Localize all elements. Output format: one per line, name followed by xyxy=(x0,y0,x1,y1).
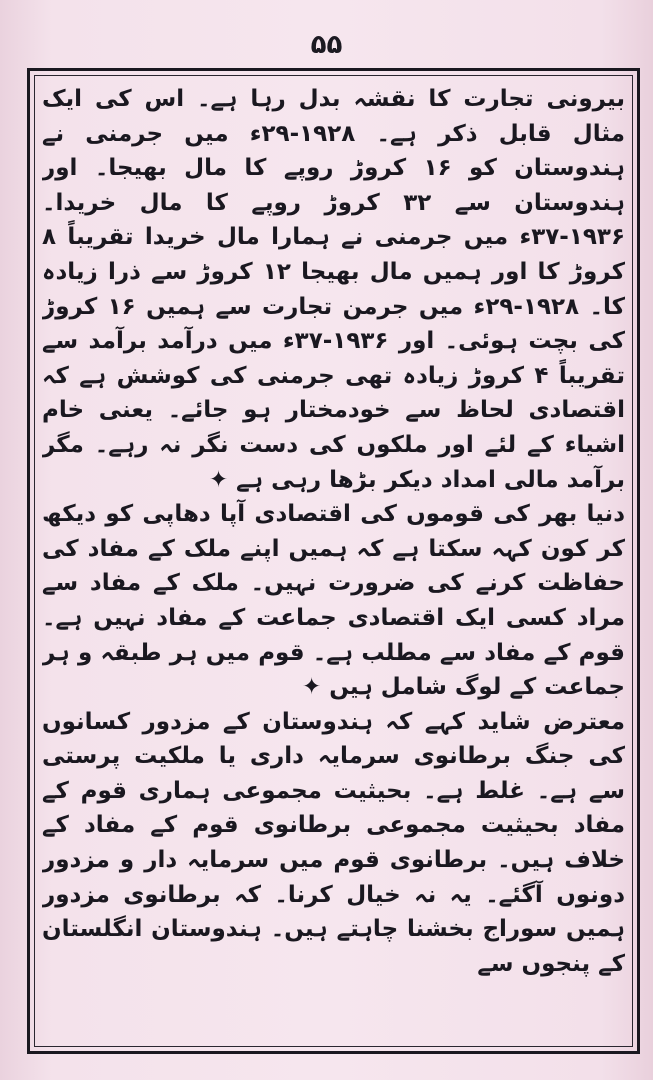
page-number: ۵۵ xyxy=(310,30,343,60)
paragraph-trade: بیرونی تجارت کا نقشہ بدل رہا ہے۔ اس کی ایک مثال قابل ذکر ہے۔ ۱۹۲۸-۲۹ء میں جرمنی نے ہندوستان کو ۱۶ کروڑ روپے کا مال بھیجا۔ اور ہندوستان سے ۳۲ کروڑ روپے کا مال خریدا۔ ۱۹۳۶-۳۷ء میں جرمنی نے ہمارا مال خریدا تقریباً ۸ کروڑ کا اور ہمیں مال بھیجا ۱۲ کروڑ سے ذرا زیادہ کا۔ ۱۹۲۸-۲۹ء میں جرمن تجارت سے ہمیں ۱۶ کروڑ کی بچت ہوئی۔ اور ۱۹۳۶-۳۷ء میں درآمد برآمد سے تقریباً ۴ کروڑ زیادہ تھی جرمنی کی کوشش ہے کہ اقتصادی لحاظ سے خودمختار ہو جائے۔ یعنی خام اشیاء کے لئے اور ملکوں کی دست نگر نہ رہے۔ مگر برآمد مالی امداد دیکر بڑھا رہی ہے ✦ xyxy=(42,86,625,493)
paragraph-national-interest: دنیا بھر کی قوموں کی اقتصادی آپا دھاپی کو دیکھ کر کون کہہ سکتا ہے کہ ہمیں اپنے ملک کے مفاد کی حفاظت کرنے کی ضرورت نہیں۔ ملک کے مفاد سے مراد کسی ایک اقتصادی جماعت کے مفاد نہیں ہے۔ قوم کے مفاد سے مطلب ہے۔ قوم میں ہر طبقہ و ہر جماعت کے لوگ شامل ہیں ✦ xyxy=(42,501,625,701)
urdu-text-body xyxy=(42,82,625,1042)
paragraph-objection: معترض شاید کہے کہ ہندوستان کے مزدور کسانوں کی جنگ برطانوی سرمایہ داری یا ملکیت پرستی سے ہے۔ غلط ہے۔ بحیثیت مجموعی ہماری قوم کے مفاد بحیثیت مجموعی برطانوی قوم کے مفاد کے خلاف ہیں۔ برطانوی قوم میں سرمایہ دار و مزدور دونوں آگئے۔ یہ نہ خیال کرنا۔ کہ برطانوی مزدور ہمیں سوراج بخشنا چاہتے ہیں۔ ہندوستان انگلستان کے پنجوں سے xyxy=(42,708,625,977)
